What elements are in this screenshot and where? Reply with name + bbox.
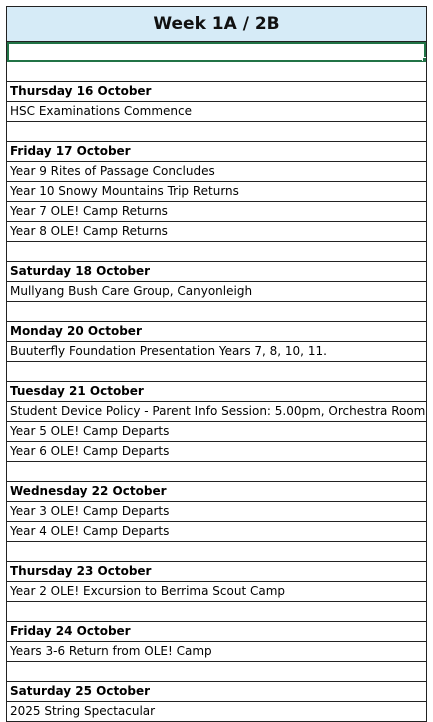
blank-cell[interactable] (7, 362, 426, 382)
blank-cell[interactable] (7, 542, 426, 562)
day-heading-cell[interactable]: Tuesday 21 October (7, 382, 426, 402)
blank-cell[interactable] (7, 662, 426, 682)
day-heading-cell[interactable]: Wednesday 22 October (7, 482, 426, 502)
event-cell[interactable]: Student Device Policy - Parent Info Session: 5.00pm, Orchestra Room (7, 402, 426, 422)
event-cell[interactable]: Mullyang Bush Care Group, Canyonleigh (7, 282, 426, 302)
blank-cell[interactable] (7, 62, 426, 82)
spreadsheet-calendar (6, 6, 427, 722)
event-cell[interactable]: Year 5 OLE! Camp Departs (7, 422, 426, 442)
blank-cell[interactable] (7, 122, 426, 142)
blank-cell[interactable] (7, 602, 426, 622)
event-cell[interactable]: Year 8 OLE! Camp Returns (7, 222, 426, 242)
event-cell[interactable]: Year 2 OLE! Excursion to Berrima Scout Camp (7, 582, 426, 602)
blank-cell[interactable] (7, 302, 426, 322)
fill-handle[interactable] (422, 57, 426, 62)
week-title-cell[interactable]: Week 1A / 2B (7, 6, 426, 42)
day-heading-cell[interactable]: Friday 24 October (7, 622, 426, 642)
event-cell[interactable]: 2025 String Spectacular (7, 702, 426, 722)
event-cell[interactable]: Year 10 Snowy Mountains Trip Returns (7, 182, 426, 202)
day-heading-cell[interactable]: Friday 17 October (7, 142, 426, 162)
event-cell[interactable]: Year 4 OLE! Camp Departs (7, 522, 426, 542)
event-cell[interactable]: Year 7 OLE! Camp Returns (7, 202, 426, 222)
event-cell[interactable]: Buuterfly Foundation Presentation Years 7, 8, 10, 11. (7, 342, 426, 362)
day-heading-cell[interactable]: Saturday 18 October (7, 262, 426, 282)
event-cell[interactable]: Year 6 OLE! Camp Departs (7, 442, 426, 462)
blank-cell[interactable] (7, 242, 426, 262)
event-cell[interactable]: Years 3-6 Return from OLE! Camp (7, 642, 426, 662)
selected-cell[interactable] (7, 42, 426, 62)
event-cell[interactable]: Year 3 OLE! Camp Departs (7, 502, 426, 522)
blank-cell[interactable] (7, 462, 426, 482)
day-heading-cell[interactable]: Saturday 25 October (7, 682, 426, 702)
day-heading-cell[interactable]: Thursday 23 October (7, 562, 426, 582)
day-heading-cell[interactable]: Monday 20 October (7, 322, 426, 342)
day-heading-cell[interactable]: Thursday 16 October (7, 82, 426, 102)
event-cell[interactable]: HSC Examinations Commence (7, 102, 426, 122)
event-cell[interactable]: Year 9 Rites of Passage Concludes (7, 162, 426, 182)
calendar-rows (7, 42, 426, 722)
